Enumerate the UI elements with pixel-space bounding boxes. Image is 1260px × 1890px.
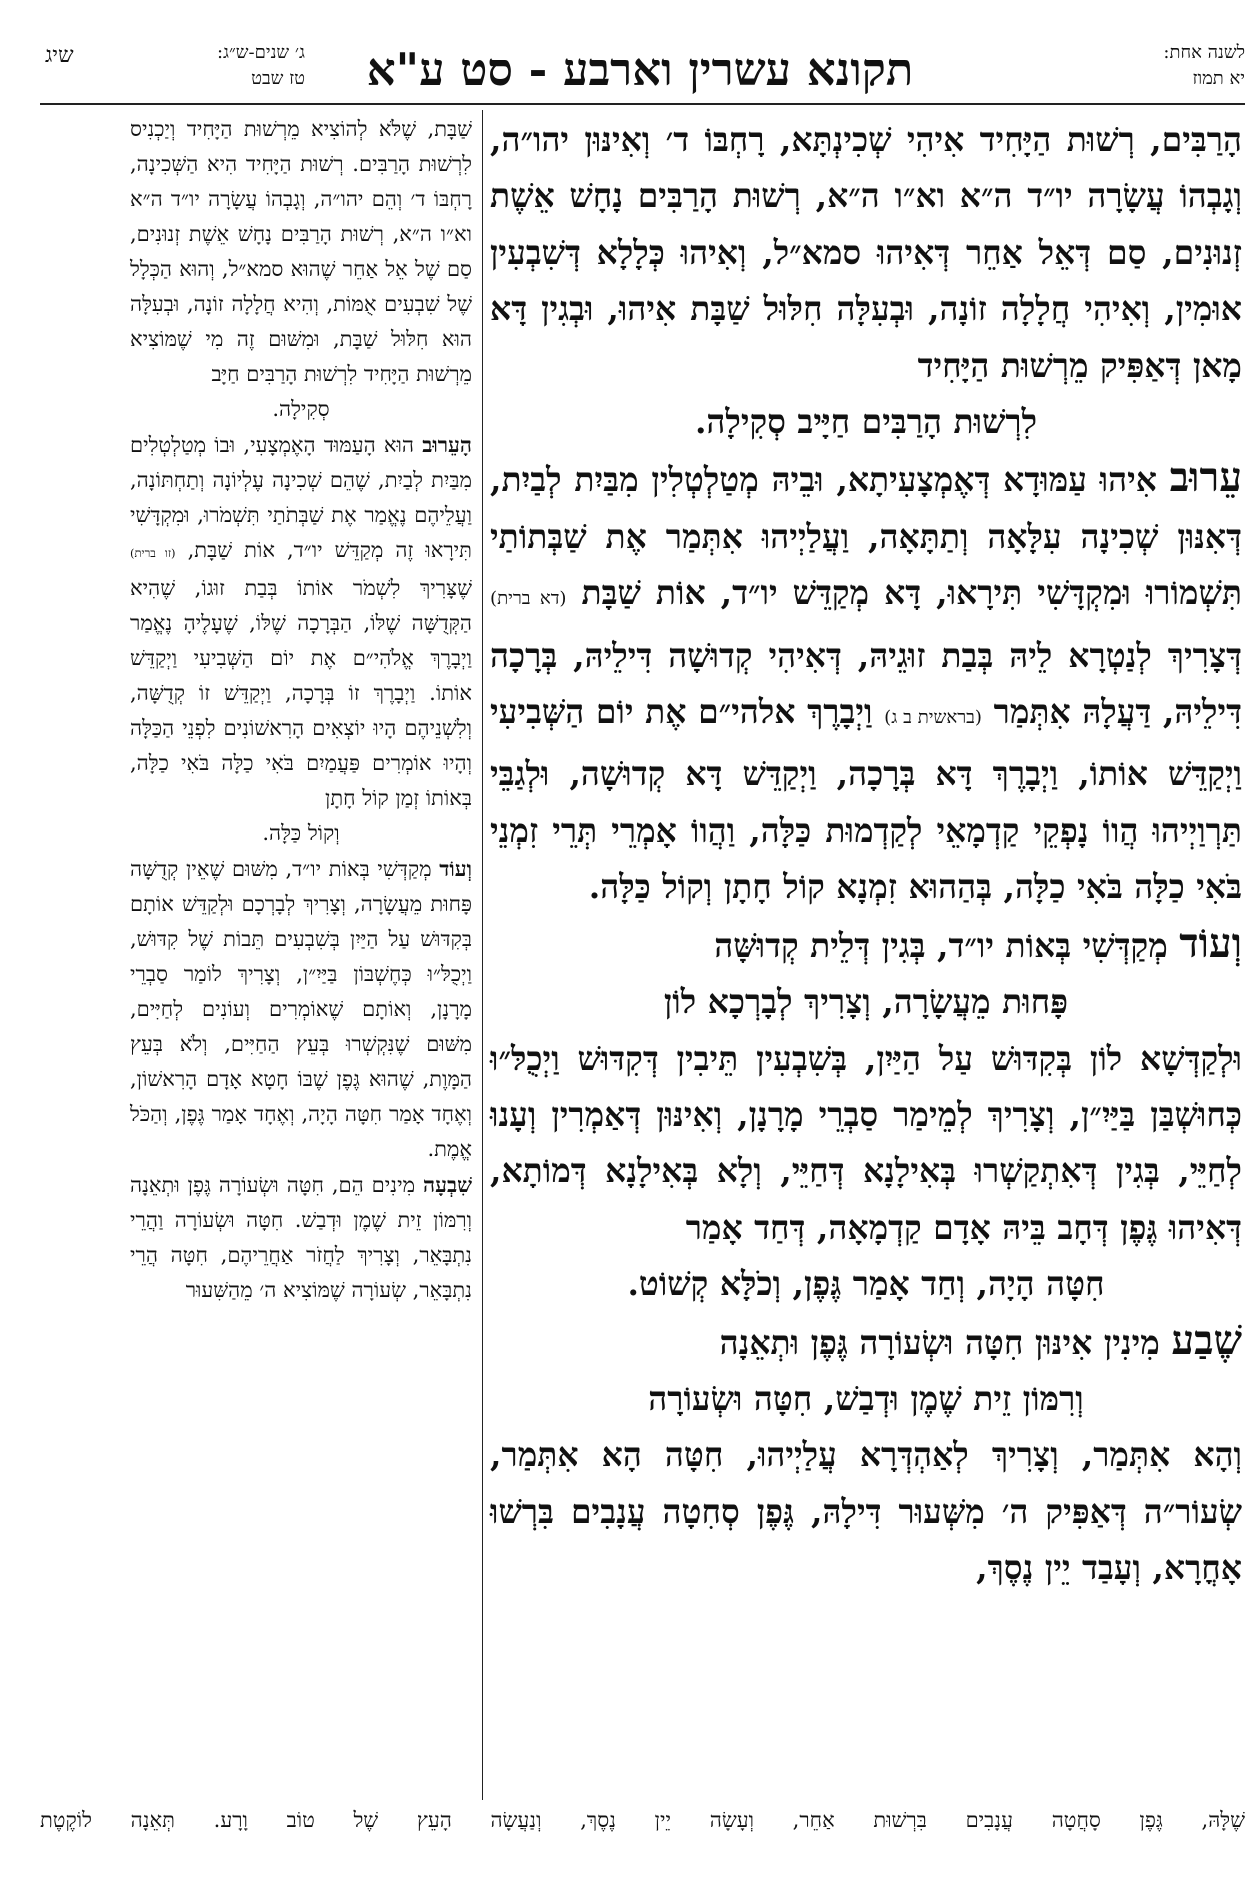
commentary-paragraph-4 [130,1167,472,1308]
main-paragraph-2-citation-2: (בראשית ב ג) [884,707,982,729]
commentary-paragraph-2-end: וְקוֹל כַּלָּה. [262,821,340,845]
schedule-three-year-block [95,40,305,92]
main-paragraph-4b: וְהָא אִתְּמַר, וְצָרִיךְ לְאַהְדְּרָא עֲלַיְיהוּ, חִטָּה הָא אִתְּמַר, שְׂעוֹר״ה דְּאַפִּיק ה׳ מִשְּׁעוּר דִּילָהּ, גֶּפֶן סְחִטָה עֲנָבִים בִּרְשׁוּ אָחֳרָא, וְעָבַד יֵין נֶסֶךְ, [490,1435,1242,1588]
commentary-paragraph-1-end: סְקִילָה. [272,397,330,421]
commentary-paragraph-2 [130,427,472,816]
commentary-paragraph-2-text-b: שֶׁצָּרִיךְ לִשְׁמֹר אוֹתוֹ בְּבַת זוּגוֹ, שֶׁהִיא הַקְּדֻשָּׁה שֶׁלּוֹ, הַבְּרָכָה שֶׁלּוֹ, שֶׁעָלֶיהָ נֶאֱמַר וַיְבָרֶךְ אֱלֹהִי״ם אֶת יוֹם הַשְּׁבִיעִי וַיְקַדֵּשׁ אוֹתוֹ. וַיְבָרֶךְ זוֹ בְּרָכָה, וַיְקַדֵּשׁ זוֹ קְדֻשָּׁה, וְלִשְׁנֵיהֶם הָיוּ יוֹצְאִים הָרִאשׁוֹנִים לִפְנֵי הַכַּלָּה וְהָיוּ אוֹמְרִים פַּעֲמַיִם בֹּאִי כַלָּה בֹּאִי כַלָּה, בְּאוֹתוֹ זְמַן קוֹל חָתָן [130,576,472,810]
main-paragraph-1-end: לִרְשׁוּת הָרַבִּים חַיָּיב סְקִילָה. [694,402,1038,442]
main-paragraph-2 [490,450,1242,915]
main-paragraph-2-text-c: וַיְבָרֶךְ אלהי״ם אֶת יוֹם הַשְּׁבִיעִי וַיְקַדֵּשׁ אוֹתוֹ, וַיְבָרֶךְ דָּא בְּרָכָה, וַיְקַדֵּשׁ דָּא קְדוּשָׁה, וּלְגַבֵּי תַּרְוַיְיהוּ הֲווֹ נָפְקֵי קַדְמָאֵי לְקַדְמוּת כַּלָּה, וַהֲווֹ אָמְרֵי תְּרֵי זִמְנֵי בֹּאִי כַלָּה בֹּאִי כַלָּה, בְּהַהוּא זִמְנָא קוֹל חָתָן וְקוֹל כַּלָּה. [490,692,1242,907]
commentary-paragraph-4-text: מִינִים הֵם, חִטָּה וּשְׂעוֹרָה גֶּפֶן וּתְאֵנָה וְרִמּוֹן זֵית שֶׁמֶן וּדְבַשׁ. חִטָּה וּשְׂעוֹרָה וַהֲרֵי נִתְבָּאֵר, וְצָרִיךְ לַחֲזֹר אַחֲרֵיהֶם, חִטָּה הֲרֵי נִתְבָּאֵר, שְׂעוֹרָה שֶׁמּוֹצִיא ה׳ מֵהַשִּׁעוּר [130,1173,472,1302]
commentary-column [130,112,472,1308]
main-paragraph-2-text-b: דְּצָרִיךְ לְנַטְרָא לֵיהּ בְּבַת זוּגֵיהּ, דְּאִיהִי קְדוּשָׁה דִּילֵיהּ, בְּרָכָה דִּילֵיהּ, דַּעֲלָהּ אִתְּמַר [490,635,1242,732]
commentary-paragraph-3 [130,851,472,1167]
main-paragraph-1-text: הָרַבִּים, רְשׁוּת הַיָּחִיד אִיהִי שְׁכִינְתָּא, רָחְבּוֹ ד׳ וְאִינּוּן יהו״ה, וְגָבְהוֹ עֲשָׂרָה יו״ד ה״א וא״ו ה״א, רְשׁוּת הָרַבִּים נָחָשׁ אֵשֶׁת זְנוּנִים, סַם דְּאֵל אַחֵר דְּאִיהוּ סמא״ל, וְאִיהוּ כְּלָלָא דְּשִׁבְעִין אוּמִין, וְאִיהִי חֲלָלָה זוֹנָה, וּבְעִלָּה חִלּוּל שַׁבָּת אִיהוּ, וּבְגִין דָּא מָאן דְּאַפִּיק מֵרְשׁוּת הַיָּחִיד [490,120,1242,385]
main-paragraph-2-citation: (דא ברית) [490,588,567,610]
page-folio-number: שיג [45,43,74,68]
schedule-one-year-label: לשנה אחת: [1163,42,1245,63]
page-title: תקונא עשרין וארבע - סט ע"א [366,43,914,96]
main-paragraph-3b: וּלְקַדְּשָׁא לוֹן בְּקִדּוּשׁ עַל הַיַּיִן, בְּשִׁבְעִין תֵּיבִין דְּקִדּוּשׁ וַיְכֻלּ״וּ כְּחוּשְׁבַּן בַּיַּיִ״ן, וְצָרִיךְ לְמֵימַר סַבְרֵי מָרָנָן, וְאִינּוּן דְּאַמְרִין וְעָנוּ לְחַיֵּי, בְּגִין דְּאִתְקַשְׁרוּ בְּאִילָנָא דְּחַיֵּי, וְלָא בְּאִילָנָא דְּמוֹתָא, דְּאִיהוּ גֶּפֶן דְּחָב בֵּיהּ אָדָם קַדְמָאָה, דְּחַד אָמַר [490,1038,1242,1247]
main-paragraph-4-text: מִינִין אִינּוּן חִטָּה וּשְׂעוֹרָה גֶּפֶן וּתְאֵנָה [719,1322,1160,1362]
main-paragraph-3-center: פָּחוּת מֵעֲשָׂרָה, וְצָרִיךְ לְבָרְכָא לוֹן [663,982,1069,1022]
main-paragraph-4-center: וְרִמּוֹן זֵית שֶׁמֶן וּדְבַשׁ, חִטָּה וּשְׂעוֹרָה [648,1378,1084,1418]
header-study-schedule-left [45,40,305,100]
commentary-paragraph-3-text: מְקַדְּשִׁי בְּאוֹת יו״ד, מִשּׁוּם שֶׁאֵין קְדֻשָּׁה פָּחוּת מֵעֲשָׂרָה, וְצָרִיךְ לְבָרְכָם וּלְקַדֵּשׁ אוֹתָם בְּקִדּוּשׁ עַל הַיַּיִן בְּשִׁבְעִים תֵּבוֹת שֶׁל קִדּוּשׁ, וַיְכֻלּ״וּ כְּחֶשְׁבּוֹן בַּיַּיִ״ן, וְצָרִיךְ לוֹמַר סַבְרֵי מָרָנָן, וְאוֹתָם שֶׁאוֹמְרִים וְעוֹנִים לְחַיִּים, מִשּׁוּם שֶׁנִּקְשְׁרוּ בְּעֵץ הַחַיִּים, וְלֹא בְּעֵץ הַמָּוֶת, שֶׁהוּא גֶּפֶן שֶׁבּוֹ חָטָא אָדָם הָרִאשׁוֹן, וְאֶחָד אָמַר חִטָּה הָיָה, וְאֶחָד אָמַר גֶּפֶן, וְהַכֹּל אֱמֶת. [130,857,472,1161]
main-paragraph-3-end: חִטָּה הָיָה, וְחַד אָמַר גֶּפֶן, וְכֹלָּא קְשׁוֹט. [627,1264,1105,1304]
main-paragraph-1 [490,112,1242,394]
schedule-one-year-date: יא תמוז [1192,68,1245,89]
main-paragraph-3-text: מְקַדְּשִׁי בְּאוֹת יו״ד, בְּגִין דְּלֵית קְדוּשָּׁה [714,925,1168,965]
commentary-paragraph-3-lead-word: וְעוֹד [439,856,472,881]
commentary-paragraph-2-lead-word: הָעֵרוּב [422,432,472,457]
main-paragraph-4 [490,1313,1242,1371]
main-paragraph-3 [490,916,1242,974]
main-paragraph-3-lead-word: וְעוֹד [1179,919,1242,967]
main-paragraph-4-lead-word: שֶׁבַע [1171,1316,1242,1364]
main-paragraph-2-text: אִיהוּ עַמּוּדָא דְּאֶמְצָעִיתָא, וּבֵיהּ מְטַלְטְלִין מִבַּיִת לְבַיִת, דְּאִנּוּן שְׁכִינָה עִלָּאָה וְתַתָּאָה, וַעֲלַיְיהוּ אִתְּמַר אֶת שַׁבְּתוֹתַי תִּשְׁמוֹרוּ וּמִקְדָּשִׁי תִּירָאוּ, דָּא מְקַדֵּשׁ יו״ד, אוֹת שַׁבָּת [490,460,1242,613]
header-study-schedule-right [1075,40,1245,100]
main-paragraph-2-lead-word: עֵרוּב [1169,454,1242,502]
commentary-paragraph-2-text: הוּא הָעַמּוּד הָאֶמְצָעִי, וּבוֹ מְטַלְטְלִים מִבַּיִת לְבַיִת, שֶׁהֵם שְׁכִינָה עֶלְיוֹנָה וְתַחְתּוֹנָה, וַעֲלֵיהֶם נֶאֱמַר אֶת שַׁבְּתֹתַי תִּשְׁמֹרוּ, וּמִקְדָּשִׁי תִּירָאוּ זֶה מְקַדֵּשׁ יו״ד, אוֹת שַׁבָּת, [130,433,472,562]
schedule-three-year-label: ג׳ שנים-ש״ג: [216,42,305,63]
commentary-paragraph-2-citation: (זו ברית) [130,546,176,560]
bottom-commentary-line: שֶׁלָּהּ, גֶּפֶן סָחֲטָה עֲנָבִים בִּרְשׁוּת אַחֵר, וְעָשָׂה יֵין נֶסֶךְ, וְנַעֲשָׂה הָעֵץ שֶׁל טוֹב וָרָע. תְּאֵנָה לוֹקֶטֶת [40,1808,1245,1832]
column-divider [482,110,483,1800]
header-divider [40,103,1245,105]
commentary-paragraph-4-lead-word: שִׁבְעָה [423,1172,472,1197]
main-text-column [490,112,1242,1597]
schedule-three-year-date: טז שבט [251,68,305,89]
commentary-paragraph-1: שַׁבָּת, שֶׁלֹּא לְהוֹצִיא מֵרְשׁוּת הַיָּחִיד וְיַכְנִיס לִרְשׁוּת הָרַבִּים. רְשׁוּת הַיָּחִיד הִיא הַשְּׁכִינָה, רָחְבּוֹ ד׳ וְהֵם יהו״ה, וְגָבְהוֹ עֲשָׂרָה יו״ד ה״א וא״ו ה״א, רְשׁוּת הָרַבִּים נָחָשׁ אֵשֶׁת זְנוּנִים, סַם שֶׁל אֵל אַחֵר שֶׁהוּא סמא״ל, וְהוּא הַכְּלָל שֶׁל שִׁבְעִים אֻמּוֹת, וְהִיא חֲלָלָה זוֹנָה, וּבְעִלָּה הוּא חִלּוּל שַׁבָּת, וּמִשּׁוּם זֶה מִי שֶׁמּוֹצִיא מֵרְשׁוּת הַיָּחִיד לִרְשׁוּת הָרַבִּים חַיָּב [130,117,472,386]
